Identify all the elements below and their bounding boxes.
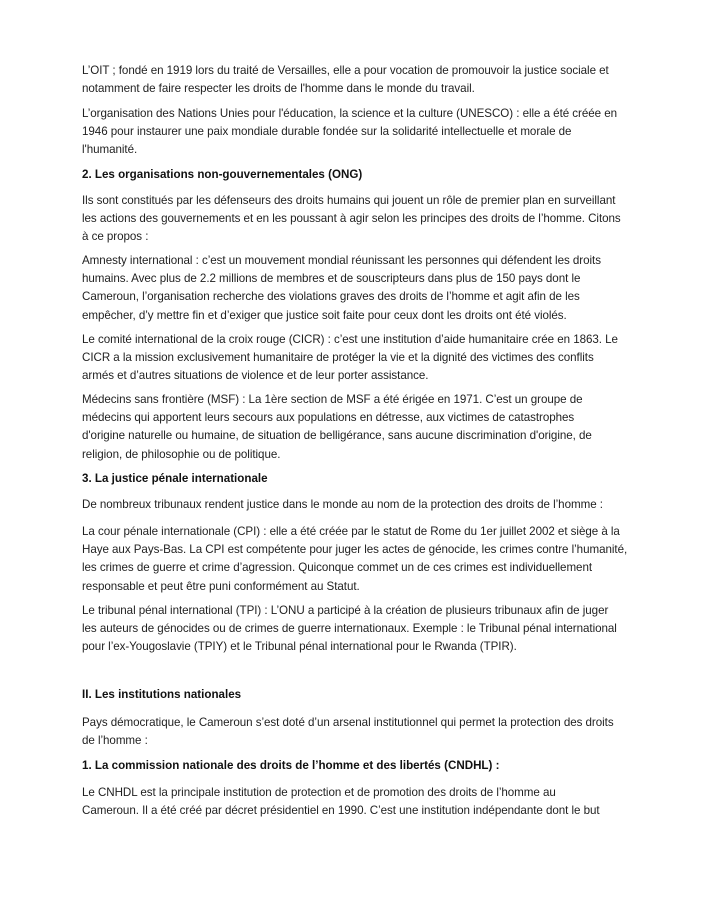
paragraph-ong: Ils sont constitués par les défenseurs des droits humains qui jouent un rôle de premier plan en surveillant les actions des gouvernements et en les poussant à agir selon les principes des droits de l’homme. Citons à ce propos :: [82, 194, 621, 244]
paragraph-cpi: La cour pénale internationale (CPI) : elle a été créée par le statut de Rome du 1er juillet 2002 et siège à la Haye aux Pays-Bas. La CPI est compétente pour juger les actes de génocide, les crimes contre l’humanité, les crimes de guerre et crime d’agression. Quiconque commet un de ces crimes est individuellement responsable et peut être puni conformément au Statut.: [82, 525, 628, 593]
paragraph-tribunaux: De nombreux tribunaux rendent justice dans le monde au nom de la protection des droits de l’homme :: [82, 498, 603, 511]
paragraph-amnesty: Amnesty international : c’est un mouvement mondial réunissant les personnes qui défendent les droits humains. Avec plus de 2.2 millions de membres et de souscripteurs dans plus de 150 pays dont le Cameroun, l’organisation recherche des violations graves des droits de l’homme et agit afin de les empêcher, d’y mettre fin et d’exiger que justice soit faite pour ceux dont les droits ont été violés.: [82, 254, 601, 322]
paragraph-cicr: Le comité international de la croix rouge (CICR) : c’est une institution d’aide humanitaire crée en 1863. Le CICR a la mission exclusivement humanitaire de protéger la vie et la dignité des victimes des conflits armés et d’autres situations de violence et de leur porter assistance.: [82, 333, 618, 383]
heading-justice-penale: 3. La justice pénale internationale: [82, 472, 268, 485]
heading-ong: 2. Les organisations non-gouvernementales (ONG): [82, 168, 363, 181]
paragraph-oit: L’OIT ; fondé en 1919 lors du traité de Versailles, elle a pour vocation de promouvoir la justice sociale et notamment de faire respecter les droits de l'homme dans le monde du travail.: [82, 64, 609, 96]
paragraph-msf: Médecins sans frontière (MSF) : La 1ère section de MSF a été érigée en 1971. C’est un groupe de médecins qui apportent leurs secours aux populations en détresse, aux victimes de catastrophes d'origine naturelle ou humaine, de situation de belligérance, sans aucune discrimination d'origine, de religion, de philosophie ou de politique.: [82, 393, 592, 461]
heading-cndhl: 1. La commission nationale des droits de l’homme et des libertés (CNDHL) :: [82, 759, 500, 772]
heading-institutions-nationales: II. Les institutions nationales: [82, 688, 242, 701]
paragraph-tpi: Le tribunal pénal international (TPI) : L’ONU a participé à la création de plusieurs tribunaux afin de juger les auteurs de génocides ou de crimes de guerre internationaux. Exemple : le Tribunal pénal international pour l’ex-Yougoslavie (TPIY) et le Tribunal pénal international pour le Rwanda (TPIR).: [82, 604, 617, 654]
paragraph-unesco: L’organisation des Nations Unies pour l'éducation, la science et la culture (UNESCO) : elle a été créée en 1946 pour instaurer une paix mondiale durable fondée sur la solidarité intellectuelle et morale de l'humanité.: [82, 107, 618, 157]
paragraph-cnhdl: Le CNHDL est la principale institution de protection et de promotion des droits de l’homme au Cameroun. Il a été créé par décret présidentiel en 1990. C’est une institution indépendante dont le but: [82, 786, 600, 818]
paragraph-pays-democratique: Pays démocratique, le Cameroun s’est doté d’un arsenal institutionnel qui permet la protection des droits de l’homme :: [82, 716, 614, 748]
